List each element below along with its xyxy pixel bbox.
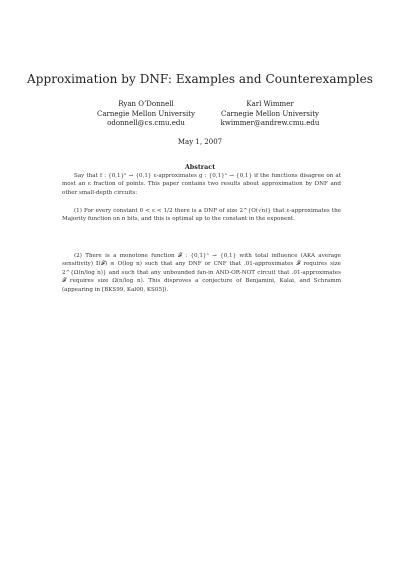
author-block-odonnell	[76, 100, 216, 129]
paper-date: May 1, 2007	[177, 138, 223, 146]
author-email: odonnell@cs.cmu.edu	[107, 119, 185, 127]
author-email: kwimmer@andrew.cmu.edu	[220, 119, 320, 127]
author-name: Karl Wimmer	[246, 100, 294, 108]
author-name: Ryan O’Donnell	[118, 100, 174, 108]
author-affiliation: Carnegie Mellon University	[220, 109, 320, 118]
author-affiliation: Carnegie Mellon University	[96, 109, 196, 118]
abstract-paragraph-intro: Say that f : {0,1}ⁿ → {0,1} ε-approximates g : {0,1}ⁿ → {0,1} if the functions disagree on at most an ε fraction of points. This paper contains two results about approximation by DNF and other small-depth circuits:	[62, 173, 341, 196]
abstract-paragraph-result-2: (2) There is a monotone function 𝓕 : {0,1}ⁿ → {0,1} with total influence (AKA average sensitivity) 𝕀(𝓕) ≤ O(log n) such that any DNF or CNF that .01-approximates 𝓕 requires size 2^{Ω(n/log n)} and such that any unbounded fan-in AND-OR-NOT circuit that .01-approximates 𝓕 requires size Ω(n/log n). This disproves a conjecture of Benjamini, Kalai, and Schramm (appearing in [BKS99, Kal00, KS05]).	[62, 253, 341, 293]
author-block-wimmer	[200, 100, 340, 129]
abstract-paragraph-result-1: (1) For every constant 0 < ε < 1/2 there is a DNF of size 2^{O(√n)} that ε-approximates the Majority function on n bits, and this is optimal up to the constant in the exponent.	[62, 208, 341, 223]
paper-title: Approximation by DNF: Examples and Counterexamples	[27, 72, 373, 86]
abstract-heading: Abstract	[184, 163, 216, 171]
